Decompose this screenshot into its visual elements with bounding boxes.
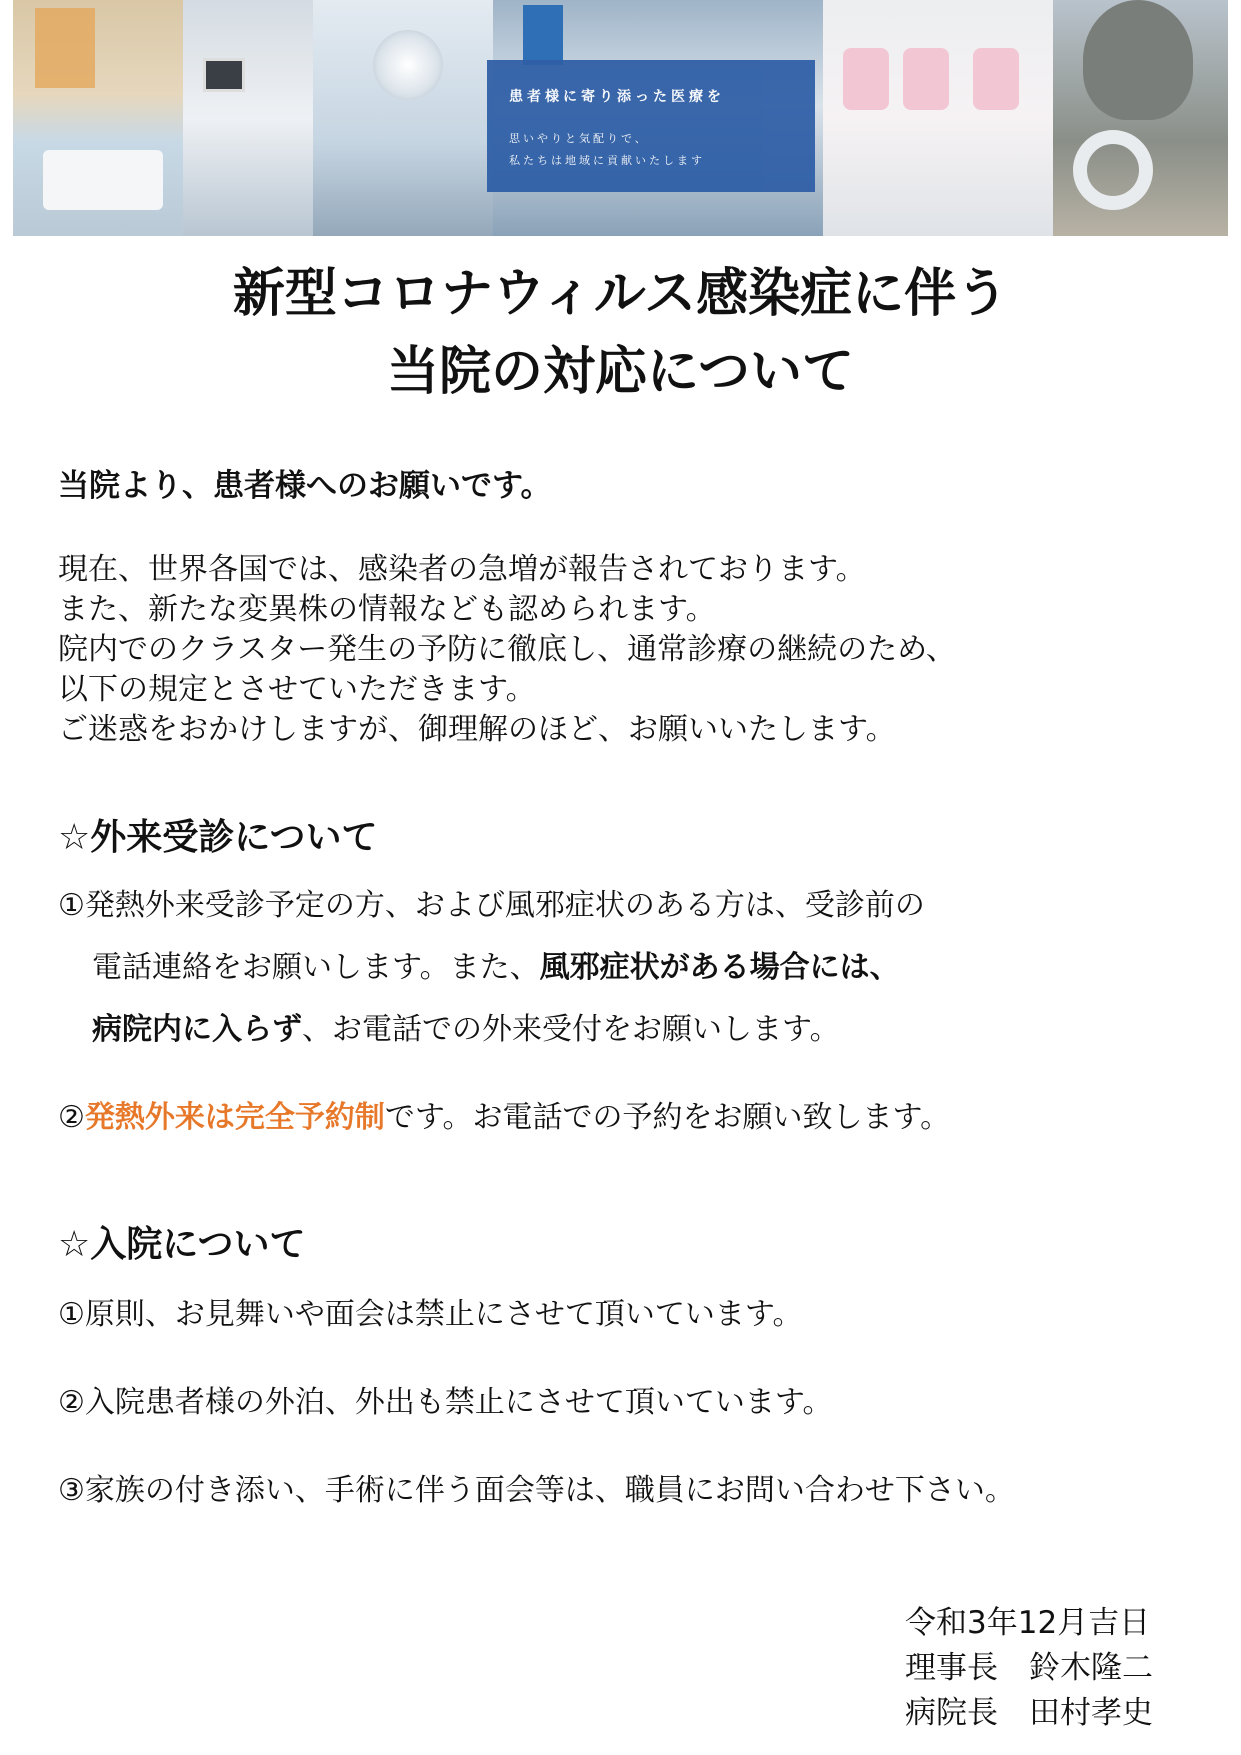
outpatient-item-1-text-2: 、お電話での外来受付をお願いします。 <box>302 1012 840 1047</box>
outpatient-item-1-line-1: ①発熱外来受診予定の方、および風邪症状のある方は、受診前の <box>58 888 925 923</box>
photo-owl-statue <box>1053 0 1228 236</box>
page-title-line-2: 当院の対応について <box>387 342 854 402</box>
inpatient-item-3: ③家族の付き添い、手術に伴う面会等は、職員にお問い合わせ下さい。 <box>58 1473 1015 1508</box>
photo-equipment <box>183 0 313 236</box>
signature-chairman: 理事長 鈴木隆二 <box>905 1650 1153 1686</box>
body-line-4: 以下の規定とさせていただきます。 <box>58 672 536 707</box>
outpatient-item-1-text: 電話連絡をお願いします。また、 <box>92 950 540 985</box>
signature-director: 病院長 田村孝史 <box>905 1695 1153 1731</box>
banner-tagline-box <box>487 60 815 192</box>
inpatient-item-1: ①原則、お見舞いや面会は禁止にさせて頂いています。 <box>58 1297 803 1332</box>
outpatient-heading: ☆外来受診について <box>58 817 378 858</box>
outpatient-item-2 <box>58 1098 950 1138</box>
banner-subline-1: 思いやりと気配りで、 <box>509 132 649 145</box>
body-line-1: 現在、世界各国では、感染者の急増が報告されております。 <box>58 552 866 587</box>
inpatient-heading: ☆入院について <box>58 1224 306 1265</box>
fever-clinic-highlight: 発熱外来は完全予約制 <box>84 1100 385 1135</box>
banner-tagline: 患者様に寄り添った医療を <box>509 89 725 105</box>
page-title-line-1: 新型コロナウィルス感染症に伴う <box>232 264 1009 324</box>
outpatient-item-2-text: です。お電話での予約をお願い致します。 <box>384 1100 951 1135</box>
photo-operating-room <box>313 0 493 236</box>
banner-subline-2: 私たちは地域に貢献いたします <box>509 154 705 167</box>
body-line-3: 院内でのクラスター発生の予防に徹底し、通常診療の継続のため、 <box>58 632 956 667</box>
photo-treatment-room <box>823 0 1053 236</box>
outpatient-item-1-line-2 <box>92 948 900 988</box>
inpatient-item-2: ②入院患者様の外泊、外出も禁止にさせて頂いています。 <box>58 1385 833 1420</box>
signature-date: 令和3年12月吉日 <box>905 1605 1151 1641</box>
outpatient-item-2-number: ② <box>58 1100 85 1135</box>
body-line-5: ご迷惑をおかけしますが、御理解のほど、お願いいたします。 <box>58 712 896 747</box>
intro-heading: 当院より、患者様へのお願いです。 <box>58 468 552 504</box>
outpatient-item-1-emphasis: 風邪症状がある場合には、 <box>539 950 900 985</box>
photo-corridor <box>13 0 183 236</box>
outpatient-item-1-emphasis-2: 病院内に入らず <box>92 1012 302 1047</box>
outpatient-item-1-line-3 <box>92 1010 840 1050</box>
body-line-2: また、新たな変異株の情報なども認められます。 <box>58 592 716 627</box>
